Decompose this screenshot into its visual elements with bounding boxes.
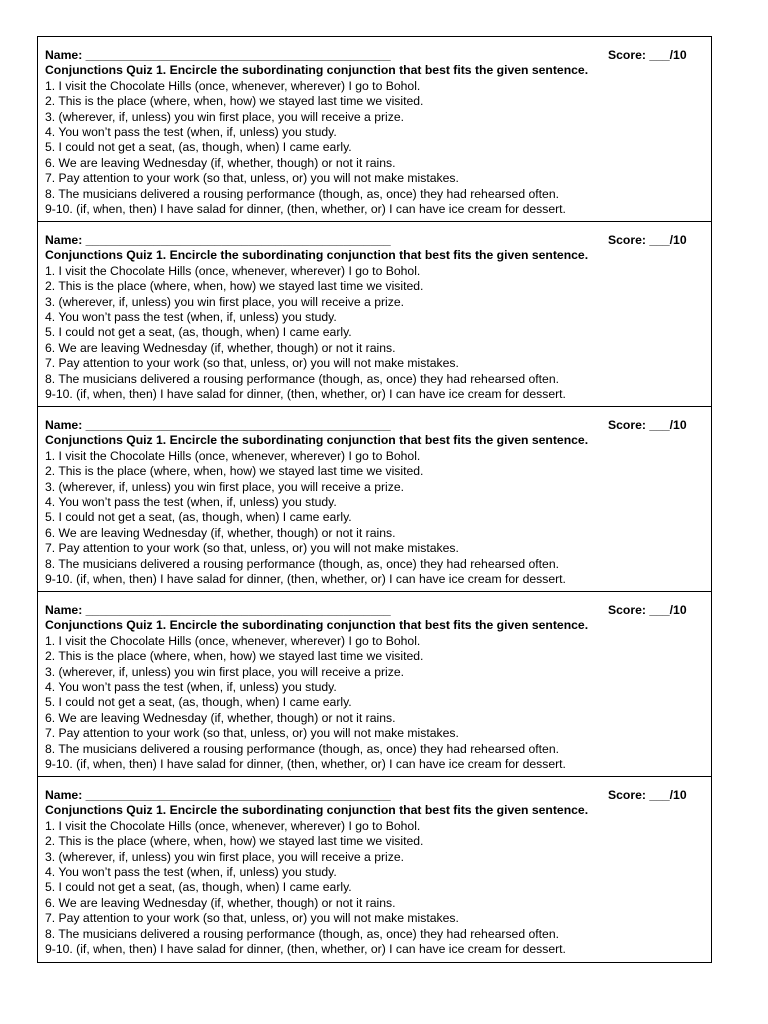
quiz-item: 4. You won’t pass the test (when, if, unless) you study. xyxy=(45,125,337,140)
quiz-item: 1. I visit the Chocolate Hills (once, whenever, wherever) I go to Bohol. xyxy=(45,263,421,278)
name-label: Name: _____________________________________________ xyxy=(45,603,391,617)
quiz-item: 6. We are leaving Wednesday (if, whether, though) or not it rains. xyxy=(45,710,396,725)
quiz-item: 4. You won’t pass the test (when, if, unless) you study. xyxy=(45,865,337,880)
quiz-item: 5. I could not get a seat, (as, though, when) I came early. xyxy=(45,880,352,895)
quiz-item: 2. This is the place (where, when, how) we stayed last time we visited. xyxy=(45,94,424,109)
quiz-item: 1. I visit the Chocolate Hills (once, whenever, wherever) I go to Bohol. xyxy=(45,448,421,463)
quiz-item: 6. We are leaving Wednesday (if, whether, though) or not it rains. xyxy=(45,525,396,540)
name-score-row xyxy=(45,603,711,618)
quiz-item: 2. This is the place (where, when, how) we stayed last time we visited. xyxy=(45,834,424,849)
quiz-item: 4. You won’t pass the test (when, if, unless) you study. xyxy=(45,310,337,325)
quiz-item: 7. Pay attention to your work (so that, unless, or) you will not make mistakes. xyxy=(45,726,459,741)
name-score-row xyxy=(45,788,711,803)
name-score-row xyxy=(45,48,711,63)
quiz-item: 6. We are leaving Wednesday (if, whether, though) or not it rains. xyxy=(45,155,396,170)
quiz-item: 8. The musicians delivered a rousing performance (though, as, once) they had rehearsed often. xyxy=(45,186,559,201)
quiz-title: Conjunctions Quiz 1. Encircle the subordinating conjunction that best fits the given sentence. xyxy=(45,803,589,818)
name-label: Name: _____________________________________________ xyxy=(45,48,391,62)
quiz-item: 8. The musicians delivered a rousing performance (though, as, once) they had rehearsed often. xyxy=(45,741,559,756)
quiz-item: 3. (wherever, if, unless) you win first place, you will receive a prize. xyxy=(45,109,404,124)
quiz-item: 4. You won’t pass the test (when, if, unless) you study. xyxy=(45,495,337,510)
quiz-item: 5. I could not get a seat, (as, though, when) I came early. xyxy=(45,510,352,525)
score-label: Score: ___/10 xyxy=(608,603,687,617)
quiz-item: 3. (wherever, if, unless) you win first place, you will receive a prize. xyxy=(45,294,404,309)
score-label: Score: ___/10 xyxy=(608,48,687,62)
name-label: Name: _____________________________________________ xyxy=(45,233,391,247)
quiz-item: 8. The musicians delivered a rousing performance (though, as, once) they had rehearsed often. xyxy=(45,556,559,571)
quiz-item: 3. (wherever, if, unless) you win first place, you will receive a prize. xyxy=(45,479,404,494)
quiz-item: 7. Pay attention to your work (so that, unless, or) you will not make mistakes. xyxy=(45,541,459,556)
quiz-item: 2. This is the place (where, when, how) we stayed last time we visited. xyxy=(45,464,424,479)
name-label: Name: _____________________________________________ xyxy=(45,418,391,432)
quiz-item: 1. I visit the Chocolate Hills (once, whenever, wherever) I go to Bohol. xyxy=(45,633,421,648)
quiz-item: 9-10. (if, when, then) I have salad for dinner, (then, whether, or) I can have ice cream for dessert. xyxy=(45,757,566,772)
name-score-row xyxy=(45,233,711,248)
quiz-item: 9-10. (if, when, then) I have salad for dinner, (then, whether, or) I can have ice cream for dessert. xyxy=(45,942,566,957)
quiz-item: 7. Pay attention to your work (so that, unless, or) you will not make mistakes. xyxy=(45,356,459,371)
quiz-title: Conjunctions Quiz 1. Encircle the subordinating conjunction that best fits the given sentence. xyxy=(45,63,589,78)
quiz-item: 1. I visit the Chocolate Hills (once, whenever, wherever) I go to Bohol. xyxy=(45,818,421,833)
quiz-item: 3. (wherever, if, unless) you win first place, you will receive a prize. xyxy=(45,849,404,864)
quiz-slip xyxy=(38,407,711,592)
quiz-slip xyxy=(38,777,711,962)
quiz-title: Conjunctions Quiz 1. Encircle the subordinating conjunction that best fits the given sentence. xyxy=(45,433,589,448)
quiz-title: Conjunctions Quiz 1. Encircle the subordinating conjunction that best fits the given sentence. xyxy=(45,618,589,633)
quiz-item: 9-10. (if, when, then) I have salad for dinner, (then, whether, or) I can have ice cream for dessert. xyxy=(45,572,566,587)
quiz-item: 6. We are leaving Wednesday (if, whether, though) or not it rains. xyxy=(45,340,396,355)
score-label: Score: ___/10 xyxy=(608,788,687,802)
score-label: Score: ___/10 xyxy=(608,418,687,432)
quiz-item: 5. I could not get a seat, (as, though, when) I came early. xyxy=(45,695,352,710)
name-score-row xyxy=(45,418,711,433)
quiz-item: 4. You won’t pass the test (when, if, unless) you study. xyxy=(45,680,337,695)
quiz-item: 9-10. (if, when, then) I have salad for dinner, (then, whether, or) I can have ice cream for dessert. xyxy=(45,387,566,402)
quiz-item: 9-10. (if, when, then) I have salad for dinner, (then, whether, or) I can have ice cream for dessert. xyxy=(45,202,566,217)
quiz-item: 7. Pay attention to your work (so that, unless, or) you will not make mistakes. xyxy=(45,911,459,926)
quiz-item: 1. I visit the Chocolate Hills (once, whenever, wherever) I go to Bohol. xyxy=(45,78,421,93)
quiz-slip xyxy=(38,222,711,407)
score-label: Score: ___/10 xyxy=(608,233,687,247)
quiz-slip xyxy=(38,37,711,222)
quiz-item: 5. I could not get a seat, (as, though, when) I came early. xyxy=(45,325,352,340)
quiz-slip xyxy=(38,592,711,777)
quiz-item: 3. (wherever, if, unless) you win first place, you will receive a prize. xyxy=(45,664,404,679)
quiz-item: 2. This is the place (where, when, how) we stayed last time we visited. xyxy=(45,279,424,294)
quiz-item: 6. We are leaving Wednesday (if, whether, though) or not it rains. xyxy=(45,895,396,910)
quiz-item: 8. The musicians delivered a rousing performance (though, as, once) they had rehearsed often. xyxy=(45,371,559,386)
quiz-item: 5. I could not get a seat, (as, though, when) I came early. xyxy=(45,140,352,155)
quiz-item: 2. This is the place (where, when, how) we stayed last time we visited. xyxy=(45,649,424,664)
name-label: Name: _____________________________________________ xyxy=(45,788,391,802)
quiz-item: 8. The musicians delivered a rousing performance (though, as, once) they had rehearsed often. xyxy=(45,926,559,941)
quiz-sheet xyxy=(37,36,712,963)
quiz-item: 7. Pay attention to your work (so that, unless, or) you will not make mistakes. xyxy=(45,171,459,186)
quiz-title: Conjunctions Quiz 1. Encircle the subordinating conjunction that best fits the given sentence. xyxy=(45,248,589,263)
